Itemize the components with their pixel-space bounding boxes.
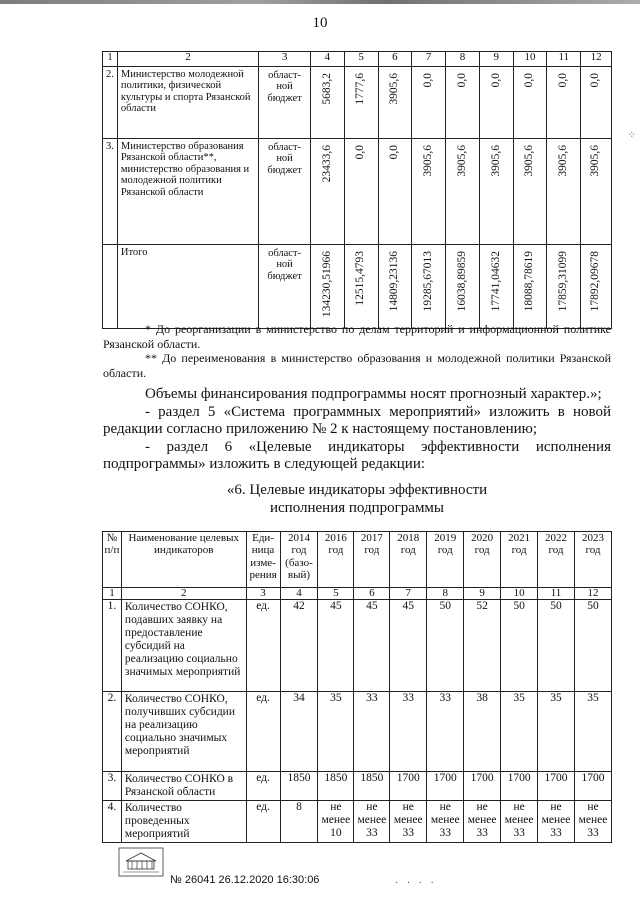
- row-number: [103, 245, 118, 329]
- section-title: «6. Целевые индикаторы эффективности исполнения подпрограммы: [226, 482, 488, 516]
- value-cell: 19285,67013: [421, 251, 434, 312]
- value-cell: 17741,04632: [489, 251, 502, 312]
- value-cell: 0,0: [421, 73, 434, 88]
- value-cell: 1777,6: [354, 73, 367, 105]
- value-cell: 3905,6: [455, 145, 468, 177]
- table-row: 2. Количество СОНКО, получивших субсидии на реализацию социально значимых мероприятий ед. 34 35 33 33 33 38 35 35 35: [103, 692, 612, 772]
- row-name: Итого: [117, 245, 258, 329]
- row-source: област-ной бюджет: [259, 245, 311, 329]
- paragraph: - раздел 6 «Целевые индикаторы эффективности исполнения подпрограммы» изложить в следующей редакции:: [103, 438, 611, 473]
- column-number-row: 1 2 3 4 5 6 7 8 9 10 11 12: [103, 588, 612, 600]
- registration-stamp: № 26041 26.12.2020 16:30:06: [170, 874, 320, 886]
- value-cell: 17859,31099: [557, 251, 570, 312]
- value-cell: 17892,09678: [589, 251, 602, 312]
- value-cell: 14809,23136: [388, 251, 401, 312]
- value-cell: 5683,2: [320, 73, 333, 105]
- total-row: [103, 245, 612, 329]
- indicator-name: Количество СОНКО, подавших заявку на предоставление субсидий на реализацию социально значимых мероприятий: [121, 600, 246, 692]
- value-cell: 3905,6: [589, 145, 602, 177]
- footnotes: [103, 322, 611, 380]
- table-row: 4. Количество проведенных мероприятий ед. 8 не менее 10 не менее 33 не менее 33 не менее 33 не менее 33 не менее 33 не менее 33 не менее 33: [103, 801, 612, 843]
- value-cell: 0,0: [455, 73, 468, 88]
- funding-table: [102, 51, 612, 329]
- paragraph: - раздел 5 «Система программных мероприятий» изложить в новой редакции согласно приложению № 2 к настоящему постановлению;: [103, 403, 611, 438]
- footnote-1: * До реорганизации в министерство по делам территорий и информационной политике Рязанской области.: [103, 322, 611, 351]
- row-name: Министерство молодежной политики, физической культуры и спорта Рязанской области: [117, 67, 258, 139]
- row-number: 2.: [103, 67, 118, 139]
- value-cell: 0,0: [523, 73, 536, 88]
- body-text: [103, 386, 611, 474]
- column-number-row: 1 2 3 4 5 6 7 8 9 10 11 12: [103, 52, 612, 67]
- value-cell: 0,0: [489, 73, 502, 88]
- row-name: Министерство образования Рязанской области**, министерство образования и молодежной политики Рязанской области: [117, 139, 258, 245]
- value-cell: 0,0: [354, 145, 367, 160]
- value-cell: 3905,6: [489, 145, 502, 177]
- value-cell: 23433,6: [320, 145, 333, 183]
- government-building-stamp-icon: [118, 847, 164, 877]
- table-row: [103, 67, 612, 139]
- header-row: № п/п Наименование целевых индикаторов Еди-ница изме-рения 2014 год (базо-вый) 2016 год 2017 год 2018 год 2019 год 2020 год 2021 год 2022 год 2023 год: [103, 532, 612, 588]
- margin-mark: ⁘: [627, 130, 636, 141]
- value-cell: 3905,6: [557, 145, 570, 177]
- footnote-2: ** До переименования в министерство образования и молодежной политики Рязанской области.: [103, 351, 611, 380]
- value-cell: 0,0: [589, 73, 602, 88]
- indicators-table: [102, 531, 612, 843]
- scan-top-edge: [0, 0, 640, 4]
- row-source: област-ной бюджет: [259, 67, 311, 139]
- indicator-name: Количество проведенных мероприятий: [121, 801, 246, 843]
- value-cell: 0,0: [388, 145, 401, 160]
- value-cell: 0,0: [557, 73, 570, 88]
- row-number: 3.: [103, 139, 118, 245]
- value-cell: 3905,6: [388, 73, 401, 105]
- row-source: област-ной бюджет: [259, 139, 311, 245]
- table-row: [103, 139, 612, 245]
- value-cell: 3905,6: [523, 145, 536, 177]
- value-cell: 12515,4793: [354, 251, 367, 306]
- indicator-name: Количество СОНКО в Рязанской области: [121, 772, 246, 801]
- value-cell: 134230,51966: [320, 251, 333, 318]
- value-cell: 3905,6: [421, 145, 434, 177]
- value-cell: 16038,89859: [455, 251, 468, 312]
- table-row: 1. Количество СОНКО, подавших заявку на предоставление субсидий на реализацию социально значимых мероприятий ед. 42 45 45 45 50 52 50 50 50: [103, 600, 612, 692]
- table-row: 3. Количество СОНКО в Рязанской области ед. 1850 1850 1850 1700 1700 1700 1700 1700 1700: [103, 772, 612, 801]
- scan-specks: · · · ·: [395, 878, 437, 889]
- indicator-name: Количество СОНКО, получивших субсидии на реализацию социально значимых мероприятий: [121, 692, 246, 772]
- value-cell: 18088,78619: [523, 251, 536, 312]
- page-number: 10: [312, 15, 328, 31]
- paragraph: Объемы финансирования подпрограммы носят прогнозный характер.»;: [145, 386, 602, 402]
